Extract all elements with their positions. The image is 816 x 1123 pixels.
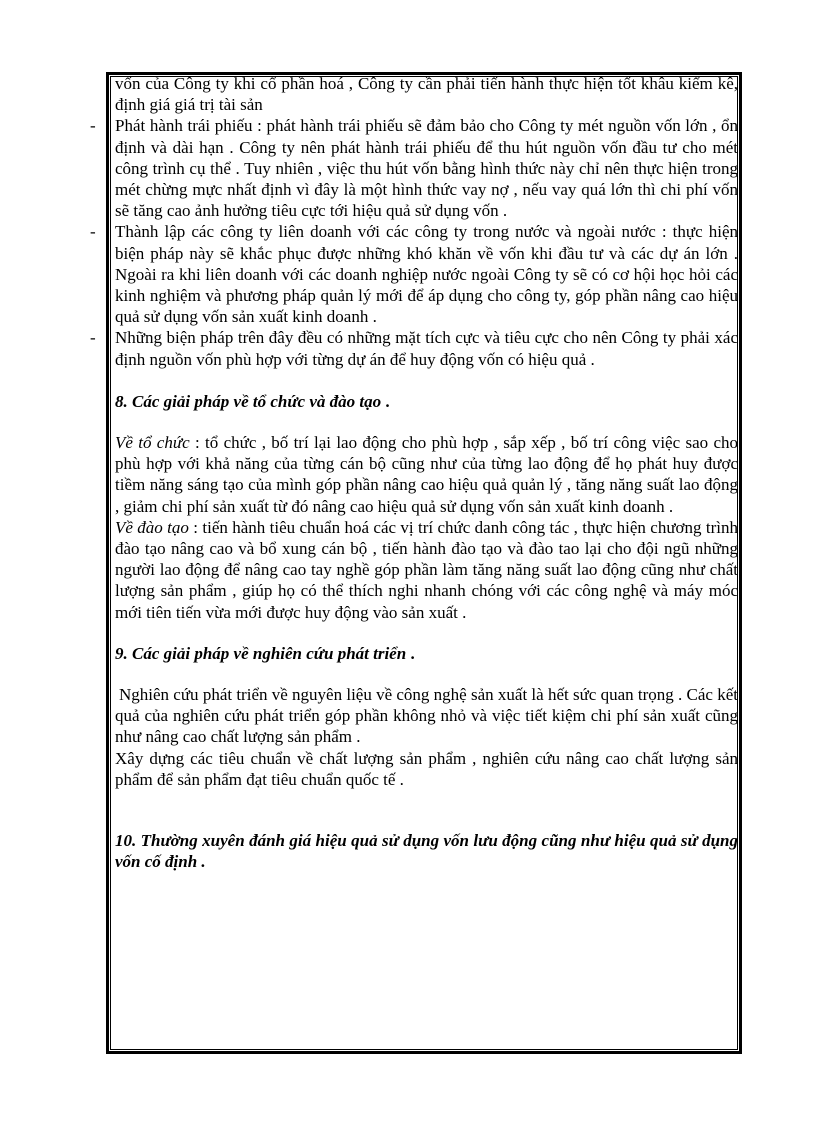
section-9-heading xyxy=(115,643,738,664)
organization-lead: Về tổ chức xyxy=(115,433,190,453)
training-text: : tiến hành tiêu chuẩn hoá các vị trí chức danh công tác , thực hiện chương trình đào tạo nâng cao và bổ xung cán bộ , tiến hành đào tạo và đào tao lại cho đội ngũ những người lao động để nâng cao tay nghề góp phần làm tăng năng suất lao động cũng như chất lượng sản phẩm , giúp họ có thể thích nghi nhanh chóng với các công nghệ và máy móc mới tiên tiến vừa mới được huy động vào sản xuất . xyxy=(115,517,739,622)
bullet-summary xyxy=(90,327,738,369)
bullet-text: Những biện pháp trên đây đều có những mặt tích cực và tiêu cực cho nên Công ty phải xác định nguồn vốn phù hợp với từng dự án để huy động vốn có hiệu quả . xyxy=(115,328,738,369)
bullet-joint-venture xyxy=(90,221,738,327)
section-8-organization-paragraph xyxy=(115,432,738,517)
organization-text: : tổ chức , bố trí lại lao động cho phù hợp , sắp xếp , bố trí công việc sao cho phù hợp với khả năng của từng cán bộ cũng như của từng lao động để họ phát huy được tiềm năng sáng tạo của mình góp phần nâng cao hiệu quả quản lý , tăng năng suất lao động , giảm chi phí sản xuất từ đó nâng cao hiệu quả sử dụng vốn sản xuất kinh doanh . xyxy=(115,433,738,516)
section-10-heading: 10. Thường xuyên đánh giá hiệu quả sử dụng vốn lưu động cũng như hiệu quả sử dụng vốn cố định . xyxy=(115,831,738,872)
bullet-dash: - xyxy=(90,222,96,242)
intro-paragraph: vốn của Công ty khi cổ phần hoá , Công ty cần phải tiến hành thực hiện tốt khâu kiểm kê, định giá giá trị tài sản xyxy=(115,74,738,115)
bullet-dash: - xyxy=(90,328,96,348)
section-9-heading-period: . xyxy=(406,643,415,663)
document-body xyxy=(90,73,739,873)
bullet-bonds xyxy=(90,115,738,221)
section-9-paragraph-2: Xây dựng các tiêu chuẩn về chất lượng sản phẩm , nghiên cứu nâng cao chất lượng sản phẩm để sản phẩm đạt tiêu chuẩn quốc tế . xyxy=(115,748,738,789)
section-8-heading-period: . xyxy=(381,391,390,411)
bullet-text: Phát hành trái phiếu : phát hành trái phiếu sẽ đảm bảo cho Công ty mét nguồn vốn lớn , ổn định và dài hạn . Công ty nên phát hành trái phiếu để thu hút nguồn vốn đầu tư cho mét công trình cụ thể . Tuy nhiên , việc thu hút vốn bằng hình thức này chỉ nên thực hiện trong mét chừng mực nhất định vì đây là một hình thức vay nợ , nếu vay quá lớn thì chi phí vốn sẽ tăng cao ảnh hưởng tiêu cực tới hiệu quả sử dụng vốn . xyxy=(115,116,738,221)
bullet-dash: - xyxy=(90,116,96,136)
bullet-text: Thành lập các công ty liên doanh với các công ty trong nước và ngoài nước : thực hiện biện pháp này sẽ khắc phục được những khó khăn về vốn khi đầu tư và các dự án lớn . Ngoài ra khi liên doanh với các doanh nghiệp nước ngoài Công ty sẽ có cơ hội học hỏi các kinh nghiệm và phương pháp quản lý mới để áp dụng cho công ty, góp phần nâng cao hiệu quả sử dụng vốn sản xuất kinh doanh . xyxy=(115,222,738,327)
section-8-heading-text: 8. Các giải pháp về tổ chức và đào tạo xyxy=(115,391,382,411)
section-8-training-paragraph xyxy=(115,517,738,623)
training-lead: Về đào tạo xyxy=(115,517,189,537)
section-9-paragraph-1: Nghiên cứu phát triển về nguyên liệu về công nghệ sản xuất là hết sức quan trọng . Các kết quả của nghiên cứu phát triển góp phần không nhỏ và việc tiết kiệm chi phí sản xuất cũng như nâng cao chất lượng sản phẩm . xyxy=(115,685,738,747)
section-9-heading-text: 9. Các giải pháp về nghiên cứu phát triển xyxy=(115,643,407,663)
section-8-heading xyxy=(115,391,738,412)
